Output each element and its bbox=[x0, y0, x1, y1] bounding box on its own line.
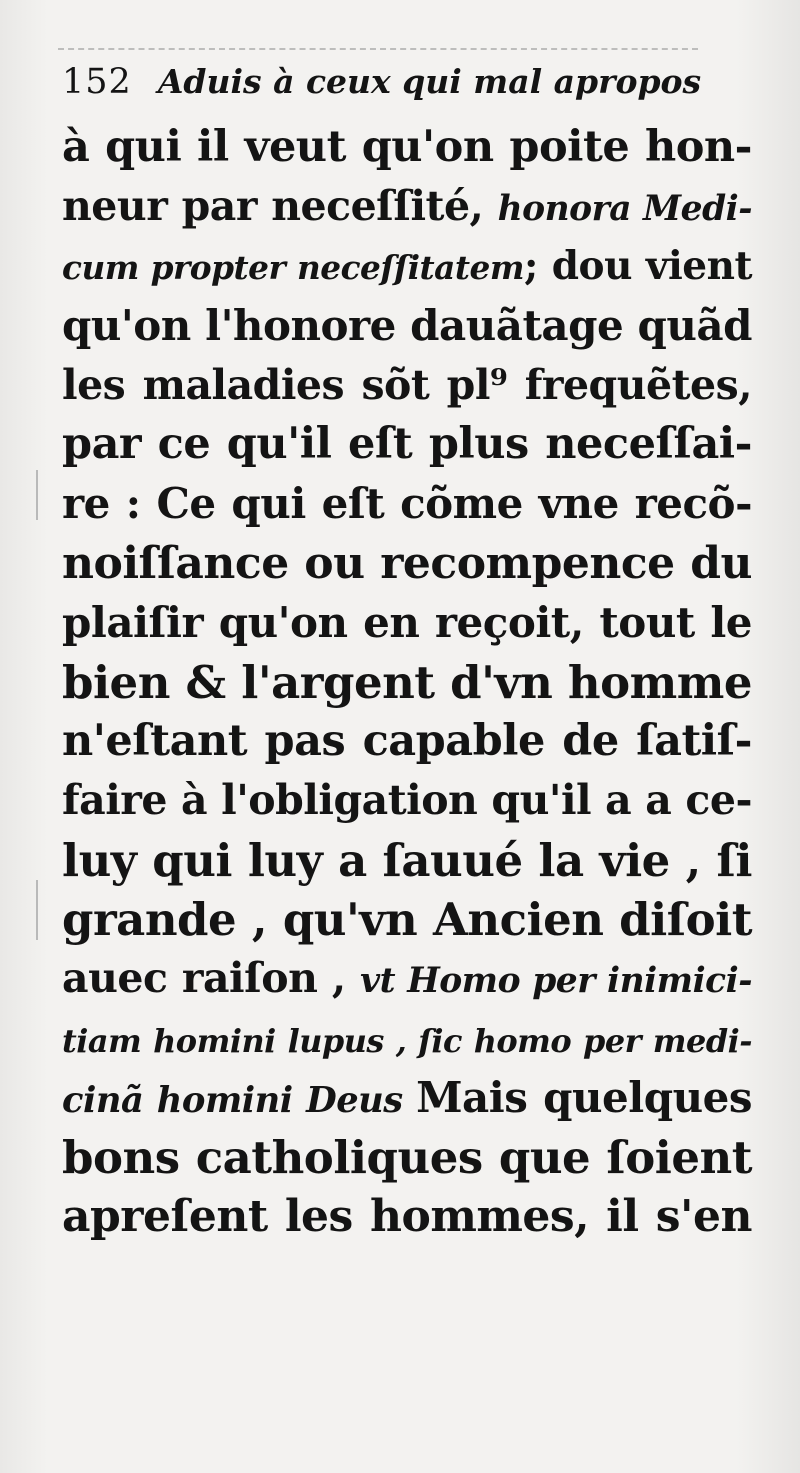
text-run: neur par neceſſité, bbox=[62, 182, 498, 231]
text-run: noiſſance ou recompence du bbox=[62, 537, 752, 589]
text-line bbox=[62, 712, 752, 771]
text-line bbox=[62, 534, 752, 593]
text-line bbox=[62, 1128, 752, 1187]
body-text bbox=[62, 118, 762, 1246]
margin-mark bbox=[36, 880, 38, 940]
text-line bbox=[62, 949, 752, 1008]
text-run: les maladies sõt pl⁹ frequẽtes, bbox=[62, 360, 752, 409]
text-run: par ce qu'il eſt plus neceſſai- bbox=[62, 418, 752, 469]
text-line bbox=[62, 474, 752, 533]
text-line bbox=[62, 653, 752, 712]
text-run: faire à l'obligation qu'il a a ce- bbox=[62, 776, 752, 825]
text-run: à qui il veut qu'on poite hon- bbox=[62, 122, 752, 172]
page-number: 152 bbox=[62, 62, 132, 102]
text-line bbox=[62, 118, 752, 177]
text-run: Mais quelques bbox=[416, 1073, 752, 1123]
margin-mark bbox=[36, 470, 38, 520]
top-rule bbox=[58, 48, 698, 50]
text-line bbox=[62, 415, 752, 474]
text-run: ; dou vient bbox=[523, 242, 752, 289]
text-run: qu'on l'honore dauãtage quãd bbox=[62, 301, 752, 351]
text-line bbox=[62, 1009, 752, 1068]
italic-text-run: cinã homini Deus bbox=[62, 1080, 417, 1122]
running-title: Aduis à ceux qui mal apropos bbox=[157, 62, 702, 101]
text-run: plaiſir qu'on en reçoit, tout le bbox=[62, 598, 752, 648]
text-run: grande , qu'vn Ancien diſoit bbox=[62, 893, 752, 947]
italic-text-run: cum propter neceſſitatem bbox=[62, 247, 524, 287]
text-run: luy qui luy a ſauué la vie , ſi bbox=[62, 833, 752, 887]
text-run: auec raiſon , bbox=[62, 954, 361, 1003]
text-line bbox=[62, 296, 752, 355]
italic-text-run: honora Medi- bbox=[497, 189, 752, 230]
text-line bbox=[62, 831, 752, 890]
text-line bbox=[62, 593, 752, 652]
text-line bbox=[62, 237, 752, 296]
text-line bbox=[62, 771, 752, 830]
text-run: re : Ce qui eſt cõme vne recõ- bbox=[62, 479, 752, 529]
page-header bbox=[62, 62, 701, 112]
text-line bbox=[62, 890, 752, 949]
text-line bbox=[62, 177, 752, 236]
text-run: apreſent les hommes, il s'en bbox=[62, 1191, 752, 1243]
text-line bbox=[62, 356, 752, 415]
text-line bbox=[62, 1187, 752, 1246]
text-line bbox=[62, 1068, 752, 1127]
text-run: bien & l'argent d'vn homme bbox=[62, 655, 752, 709]
text-run: bons catholiques que ſoient bbox=[62, 1130, 752, 1184]
italic-text-run: vt Homo per inimici- bbox=[360, 961, 752, 1002]
italic-text-run: tiam homini lupus , ſic homo per medi- bbox=[62, 1021, 752, 1060]
text-run: n'eſtant pas capable de ſatiſ- bbox=[62, 715, 752, 766]
